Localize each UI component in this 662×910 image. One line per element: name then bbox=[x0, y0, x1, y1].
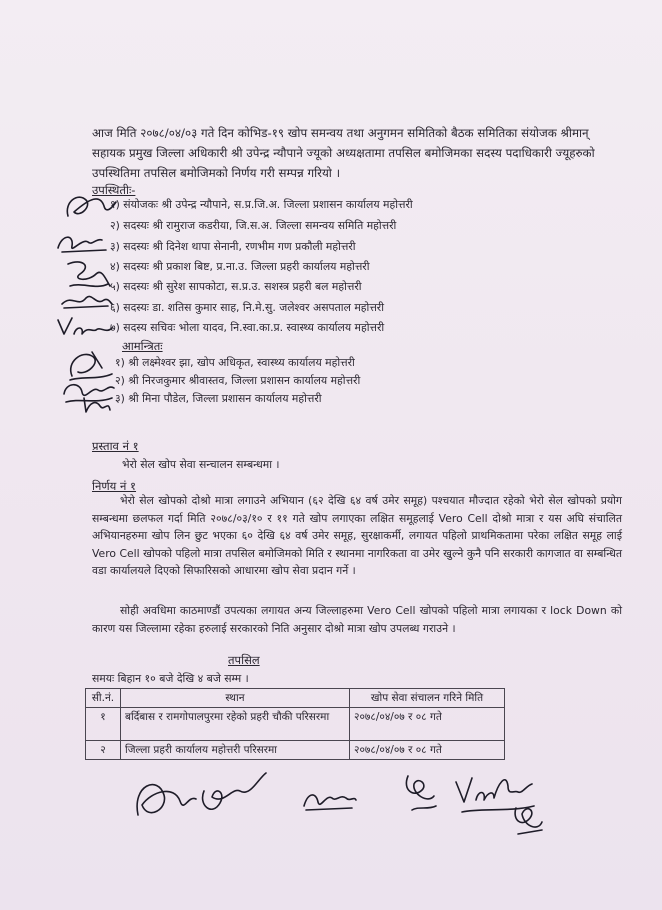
attendance-member-7: ७) सदस्य सचिवः भोला यादव, नि.स्वा.का.प्र. स्वास्थ्य कार्यालय महोत्तरी bbox=[110, 321, 385, 334]
row-date: २०७८/०४/०७ र ०८ गते bbox=[350, 708, 505, 741]
signature-bottom-5 bbox=[508, 800, 548, 840]
attendance-member-5: ५) सदस्यः श्री सुरेश सापकोटा, स.प्र.उ. सशस्त्र प्रहरी बल महोत्तरी bbox=[110, 280, 362, 293]
column-header-date: खोप सेवा संचालन गरिने मिति bbox=[350, 689, 505, 708]
table-row bbox=[86, 708, 505, 741]
row-place: जिल्ला प्रहरी कार्यालय महोत्तरी परिसरमा bbox=[121, 741, 350, 760]
attendance-member-3: ३) सदस्यः श्री दिनेश थापा सेनानी, रणभीम गण प्रकौली महोत्तरी bbox=[110, 240, 356, 253]
proposal-heading: प्रस्ताव नं १ bbox=[92, 439, 139, 453]
signature-bottom-1 bbox=[128, 765, 274, 837]
attendance-member-2: २) सदस्यः श्री रामुराज कडरीया, जि.स.अ. जिल्ला समन्वय समिति महोत्तरी bbox=[110, 219, 397, 232]
intro-paragraph: आज मिति २०७८/०४/०३ गते दिन कोभिड-१९ खोप समन्वय तथा अनुगमन समितिको बैठक समितिका संयोजक श्रीमान् सहायक प्रमुख जिल्ला अधिकारी श्री उपेन्द्र न्यौपाने ज्यूको अध्यक्षतामा तपसिल बमोजिमका सदस्य पदाधिकारी ज्यूहरुको उपस्थितिमा तपसिल बमोजिमको निर्णय गरी सम्पन्न गरियो । bbox=[92, 126, 595, 180]
schedule-time: समयः बिहान १० बजे देखि ४ बजे सम्म । bbox=[92, 672, 249, 685]
signature-margin-4 bbox=[58, 290, 114, 312]
signature-margin-1 bbox=[60, 188, 120, 224]
proposal-text: भेरो सेल खोप सेवा सन्चालन सम्बन्धमा । bbox=[122, 458, 280, 471]
signature-bottom-3 bbox=[398, 770, 444, 822]
invitee-1: १) श्री लक्ष्मेश्वर झा, खोप अधिकृत, स्वास्थ्य कार्यालय महोत्तरी bbox=[115, 356, 355, 369]
schedule-heading: तपसिल bbox=[228, 653, 260, 667]
row-place: बर्दिबास र रामगोपालपुरमा रहेको प्रहरी चौकी परिसरमा bbox=[121, 708, 350, 741]
attendance-member-1: १) संयोजकः श्री उपेन्द्र न्यौपाने, स.प्र.जि.अ. जिल्ला प्रशासन कार्यालय महोत्तरी bbox=[110, 198, 413, 211]
attendance-heading: उपस्थितीः- bbox=[92, 183, 136, 197]
table-header-row bbox=[86, 689, 505, 708]
table-row bbox=[86, 741, 505, 760]
decision-heading: निर्णय नं १ bbox=[92, 479, 137, 493]
row-date: २०७८/०४/०७ र ०८ गते bbox=[350, 741, 505, 760]
row-number: १ bbox=[86, 708, 121, 741]
invitee-2: २) श्री निरजकुमार श्रीवास्तव, जिल्ला प्रशासन कार्यालय महोत्तरी bbox=[115, 374, 361, 387]
invitee-3: ३) श्री मिना पौडेल, जिल्ला प्रशासन कार्यालय महोत्तरी bbox=[115, 392, 322, 405]
schedule-table bbox=[85, 688, 505, 760]
attendance-member-6: ६) सदस्यः डा. शतिस कुमार साह, नि.मे.सु. जलेश्वर असपताल महोत्तरी bbox=[110, 301, 385, 314]
signature-margin-8 bbox=[80, 392, 114, 418]
invitees-heading: आमन्त्रितः bbox=[122, 339, 163, 353]
row-number: २ bbox=[86, 741, 121, 760]
attendance-member-4: ४) सदस्यः श्री प्रकाश बिष्ट, प्र.ना.उ. जिल्ला प्रहरी कार्यालय महोत्तरी bbox=[110, 260, 370, 273]
signature-margin-5 bbox=[54, 312, 116, 344]
column-header-place: स्थान bbox=[121, 689, 350, 708]
signature-margin-2 bbox=[52, 228, 112, 258]
decision-paragraph-2: सोही अवधिमा काठमाण्डौं उपत्यका लगायत अन्य जिल्लाहरुमा Vero Cell खोपको पहिलो मात्रा लगायका र lock Down को कारण यस जिल्लामा रहेका हरुलाई सरकारको निति अनुसार दोश्रो मात्रा खोप उपलब्ध गराउने । bbox=[92, 604, 622, 635]
decision-paragraph-1: भेरो सेल खोपको दोश्रो मात्रा लगाउने अभियान (६२ देखि ६४ वर्ष उमेर समूह) पश्चयात मौज्दात रहेको भेरो सेल खोपको प्रयोग सम्बन्धमा छलफल गर्दा मिति २०७८/०३/१० र ११ गते खोप लगाएका लक्षित समूहलाई Vero Cell दोश्रो मात्रा र यस अघि संचालित अभियानहरुमा खोप लिन छुट भएका ६० देखि ६४ वर्ष उमेर समूह, सुरक्षाकर्मी, लगायत पहिलो प्राथमिकतामा परेका लक्षित समूह लाई Vero Cell खोपको पहिलो मात्रा तपसिल बमोजिमको मिति र स्थानमा नागरिकता वा उमेर खुल्ने कुनै पनि सरकारी कागजात वा सम्बन्धित वडा कार्यालयले दिएको सिफारिसको आधारमा खोप सेवा प्रदान गर्ने । bbox=[92, 494, 622, 577]
column-header-number: सी.नं. bbox=[86, 689, 121, 708]
signature-bottom-2 bbox=[298, 784, 360, 814]
